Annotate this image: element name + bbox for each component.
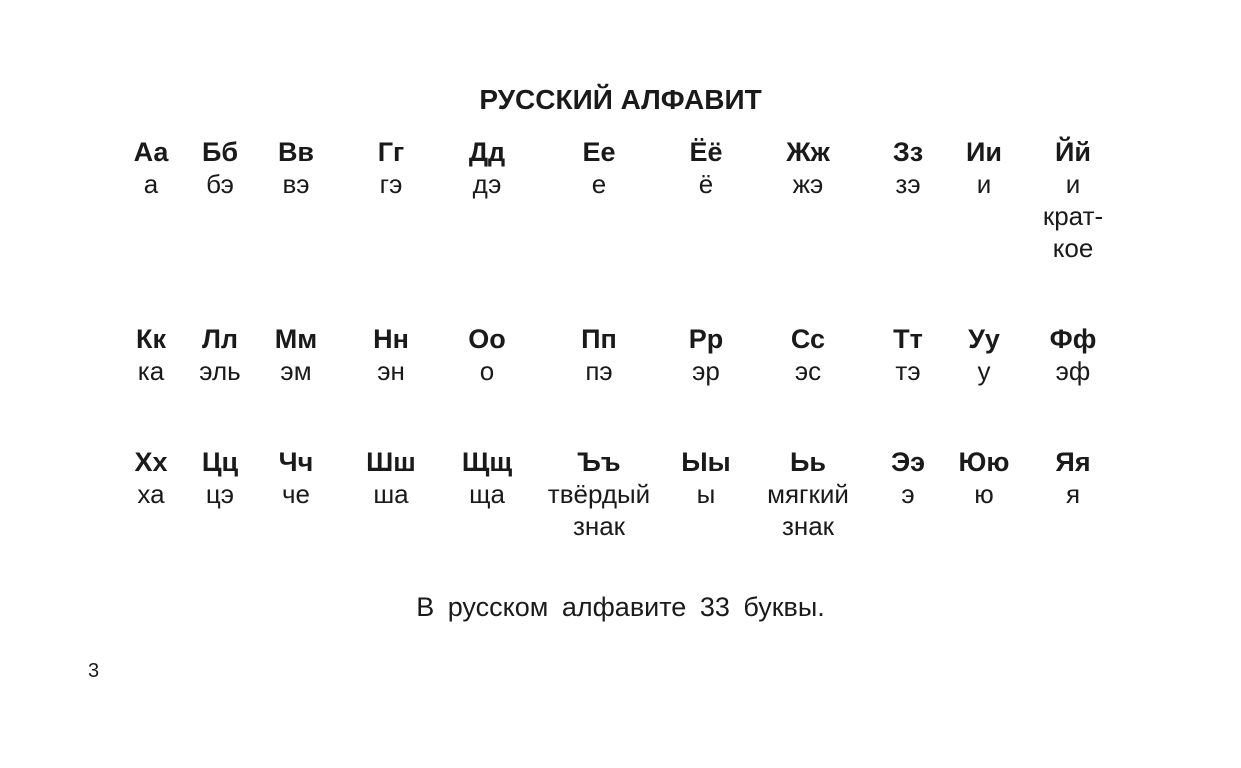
alphabet-note: В русском алфавите 33 буквы. bbox=[416, 592, 825, 622]
letter-pair: Ии bbox=[965, 137, 1002, 167]
letter-pair: Чч bbox=[278, 447, 314, 477]
letter-pair: Яя bbox=[1055, 447, 1091, 477]
letter-name: ю bbox=[974, 479, 994, 509]
letter-pair: Йй bbox=[1054, 137, 1091, 167]
letter-name: эм bbox=[280, 356, 312, 386]
letter-pair: Шш bbox=[366, 447, 416, 477]
letter-cell bbox=[422, 446, 552, 510]
letter-pair: Фф bbox=[1049, 324, 1097, 354]
letter-pair: Гг bbox=[377, 137, 405, 167]
letter-name: э bbox=[901, 479, 915, 509]
letter-cell bbox=[1008, 446, 1138, 510]
letter-pair: Ээ bbox=[890, 447, 926, 477]
letter-pair: Хх bbox=[134, 447, 168, 477]
letter-name: эс bbox=[794, 356, 822, 386]
page-number: 3 bbox=[88, 660, 100, 682]
letter-pair: Зз bbox=[892, 137, 924, 167]
letter-name: ка bbox=[137, 356, 165, 386]
letter-cell bbox=[1008, 323, 1138, 387]
letter-name: эф bbox=[1055, 356, 1091, 386]
letter-name: а bbox=[143, 169, 159, 199]
letter-pair: Жж bbox=[786, 137, 830, 167]
letter-name: и крат- кое bbox=[1042, 169, 1104, 263]
letter-name: е bbox=[591, 169, 607, 199]
letter-pair: Ее bbox=[582, 137, 616, 167]
letter-pair: Бб bbox=[201, 137, 239, 167]
letter-name: зэ bbox=[895, 169, 921, 199]
letter-pair: Юю bbox=[958, 447, 1010, 477]
letter-pair: Оо bbox=[468, 324, 506, 354]
letter-pair: Цц bbox=[201, 447, 239, 477]
letter-pair: Щщ bbox=[461, 447, 513, 477]
letter-pair: Лл bbox=[201, 324, 239, 354]
letter-pair: Рр bbox=[688, 324, 724, 354]
letter-name: пэ bbox=[585, 356, 613, 386]
letter-name: эн bbox=[377, 356, 405, 386]
letter-name: ша bbox=[373, 479, 409, 509]
letter-pair: Ъъ bbox=[577, 447, 621, 477]
letter-pair: Пп bbox=[581, 324, 617, 354]
letter-pair: Ьь bbox=[789, 447, 826, 477]
page-title: РУССКИЙ АЛФАВИТ bbox=[479, 84, 762, 115]
letter-name: ё bbox=[698, 169, 714, 199]
letter-name: цэ bbox=[205, 479, 235, 509]
letter-name: дэ bbox=[472, 169, 502, 199]
letter-name: и bbox=[976, 169, 992, 199]
letter-name: твёрдый знак bbox=[547, 479, 651, 541]
letter-name: тэ bbox=[895, 356, 921, 386]
letter-cell bbox=[1008, 136, 1138, 264]
letter-name: я bbox=[1065, 479, 1081, 509]
letter-pair: Нн bbox=[373, 324, 409, 354]
letter-name: ща bbox=[469, 479, 505, 509]
letter-pair: Дд bbox=[468, 137, 506, 167]
letter-cell bbox=[422, 323, 552, 387]
letter-cell bbox=[422, 136, 552, 200]
letter-pair: Ёё bbox=[689, 137, 723, 167]
letter-pair: Ыы bbox=[681, 447, 731, 477]
letter-name: вэ bbox=[282, 169, 310, 199]
letter-name: гэ bbox=[379, 169, 403, 199]
letter-name: у bbox=[977, 356, 991, 386]
letter-pair: Кк bbox=[136, 324, 166, 354]
letter-name: ы bbox=[696, 479, 716, 509]
letter-pair: Сс bbox=[790, 324, 826, 354]
letter-name: че bbox=[281, 479, 310, 509]
letter-name: эль bbox=[199, 356, 241, 386]
letter-pair: Аа bbox=[133, 137, 169, 167]
letter-name: мягкий знак bbox=[767, 479, 849, 541]
letter-pair: Уу bbox=[968, 324, 1000, 354]
letter-pair: Тт bbox=[893, 324, 923, 354]
letter-name: бэ bbox=[206, 169, 234, 199]
letter-name: жэ bbox=[792, 169, 824, 199]
letter-name: ха bbox=[137, 479, 165, 509]
letter-pair: Вв bbox=[277, 137, 315, 167]
letter-pair: Мм bbox=[274, 324, 318, 354]
letter-name: о bbox=[479, 356, 495, 386]
letter-name: эр bbox=[692, 356, 720, 386]
